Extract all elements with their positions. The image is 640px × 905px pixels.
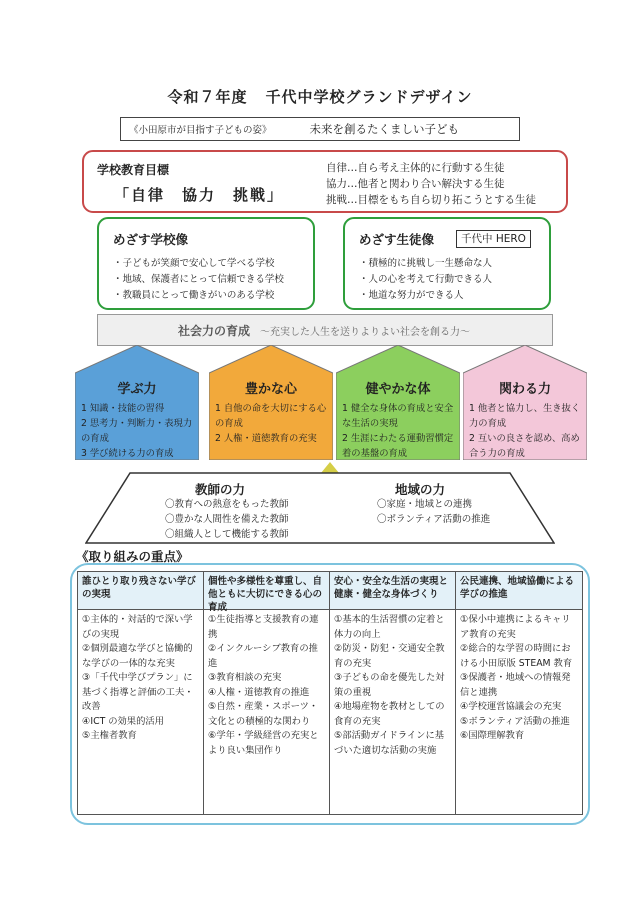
social-power-banner [97,314,553,346]
pillar-item: 1 自他の命を大切にする心の育成 [215,403,327,429]
page-title [0,86,640,107]
list-item: ①基本的生活習慣の定着と体力の向上 [334,614,445,640]
pillar-item: 2 思考力・判断力・表現力の育成 [81,418,193,444]
focus-column-heading: 誰ひとり取り残さない学びの実現 [78,572,203,610]
list-item: ・ 人の心を考えて行動できる人 [359,272,492,288]
pillar-title: 関わる力 [498,382,551,397]
list-item: ②個別最適な学びと協働的な学びの一体的な充実 [82,643,193,669]
title-text: 千代中学校グランドデザイン [265,88,473,106]
focus-column-heading: 個性や多様性を尊重し、自他ともに大切にできる心の育成 [204,572,329,610]
year-label: 令和７年度 [167,88,248,106]
list-item: ⑤部活動ガイドラインに基づいた適切な活動の実施 [334,730,445,756]
target-student-heading: めざす生徒像 [359,232,435,247]
hero-badge: 千代中 HERO [456,230,531,248]
goal-item: 協力…他者と関わり合い解決する生徒 [326,178,505,190]
list-item: ⑥国際理解教育 [460,730,525,741]
pillar-title: 学ぶ力 [117,382,157,397]
list-item: ③教育相談の充実 [208,672,282,683]
pillar-item: 1 健全な身体の育成と安全な生活の実現 [342,403,454,429]
list-item: 〇豊かな人間性を備えた教師 [165,514,289,525]
foundation-box [85,472,555,544]
list-item: ④ICT の効果的活用 [82,715,164,727]
list-item: ・ 積極的に挑戦し一生懸命な人 [359,256,492,272]
list-item: ・ 地域、保護者にとって信頼できる学校 [113,272,284,288]
school-goal-box [82,150,568,213]
list-item: ②総合的な学習の時間における小田原版 STEAM 教育 [460,643,573,669]
list-item: ①主体的・対話的で深い学びの実現 [82,614,193,640]
list-item: ②防災・防犯・交通安全教育の充実 [334,643,445,669]
list-item: ⑤自然・産業・スポーツ・文化との積極的な関わり [208,701,319,727]
focus-column [330,572,456,814]
list-item: ④学校運営協議会の充実 [460,701,562,712]
pillar-title: 健やかな体 [365,382,431,397]
focus-column-heading: 公民連携、地域協働による学びの推進 [456,572,582,610]
pillar-relations [463,345,587,460]
focus-column [204,572,330,814]
focus-title: 《取り組みの重点》 [76,549,189,564]
list-item: ・ 地道な努力ができる人 [359,288,492,304]
focus-column-heading: 安心・安全な生活の実現と健康・健全な身体づくり [330,572,455,610]
vision-text: 未来を創るたくましい子ども [309,122,460,136]
list-item: ④地場産物を教材としての食育の充実 [334,701,445,727]
target-school-heading: めざす学校像 [113,232,189,247]
vision-label: 《小田原市が目指す子どもの姿》 [129,125,272,136]
list-item: ・ 子どもが笑顔で安心して学べる学校 [113,256,284,272]
school-goal-motto: 「自律 協力 挑戦」 [114,186,285,204]
list-item: ③子どもの命を優先した対策の重視 [334,672,445,698]
pillar-learning [75,345,199,460]
list-item: ④人権・道徳教育の推進 [208,686,310,698]
list-item: ②インクルーシブ教育の推進 [208,643,318,669]
list-item: 〇教育への熱意をもった教師 [165,499,289,510]
list-item: ⑤ボランティア活動の推進 [460,715,570,727]
list-item: ・ 教職員にとって働きがいのある学校 [113,288,284,304]
pillar-item: 2 人権・道徳教育の充実 [215,433,317,444]
focus-table [77,571,583,815]
teacher-power-heading: 教師の力 [195,482,246,497]
social-power-subtitle: ～充実した人生を送りよりよい社会を創る力～ [260,326,471,338]
list-item: ③保護者・地域への情報発信と連携 [460,672,571,698]
region-power-heading: 地域の力 [395,482,446,497]
school-goal-list [326,160,536,208]
pillar-heart [209,345,333,460]
pillar-item: 2 生涯にわたる運動習慣定着の基盤の育成 [342,433,454,459]
city-vision-box [120,117,520,141]
pillar-item: 2 互いの良さを認め、高め合う力の育成 [469,433,580,459]
pillar-body [336,345,460,460]
goal-item: 挑戦…目標をもち自ら切り拓こうとする生徒 [326,194,536,206]
target-student-box [343,217,551,310]
list-item: ⑤主権者教育 [82,730,137,741]
pillar-item: 1 知識・技能の習得 [81,403,165,414]
pillar-item: 3 学び続ける力の育成 [81,448,174,459]
focus-column [456,572,582,814]
list-item: 〇組織人として機能する教師 [165,529,289,540]
list-item: ③「千代中学びプラン」に基づく指導と評価の工夫・改善 [82,672,194,712]
focus-frame [70,563,590,825]
goal-item: 自律…自ら考え主体的に行動する生徒 [326,162,505,174]
target-school-box [97,217,315,310]
list-item: 〇ボランティア活動の推進 [377,514,491,525]
list-item: ①生徒指導と支援教育の連携 [208,614,319,640]
list-item: ⑥学年・学級経営の充実とより良い集団作り [208,730,319,756]
pillar-title: 豊かな心 [244,382,297,397]
list-item: ①保小中連携によるキャリア教育の充実 [460,614,571,640]
social-power-title: 社会力の育成 [178,323,251,338]
pillar-item: 1 他者と協力し、生き抜く力の育成 [469,403,581,429]
list-item: 〇家庭・地域との連携 [377,499,473,510]
focus-column [78,572,204,814]
school-goal-heading: 学校教育目標 [97,163,170,177]
